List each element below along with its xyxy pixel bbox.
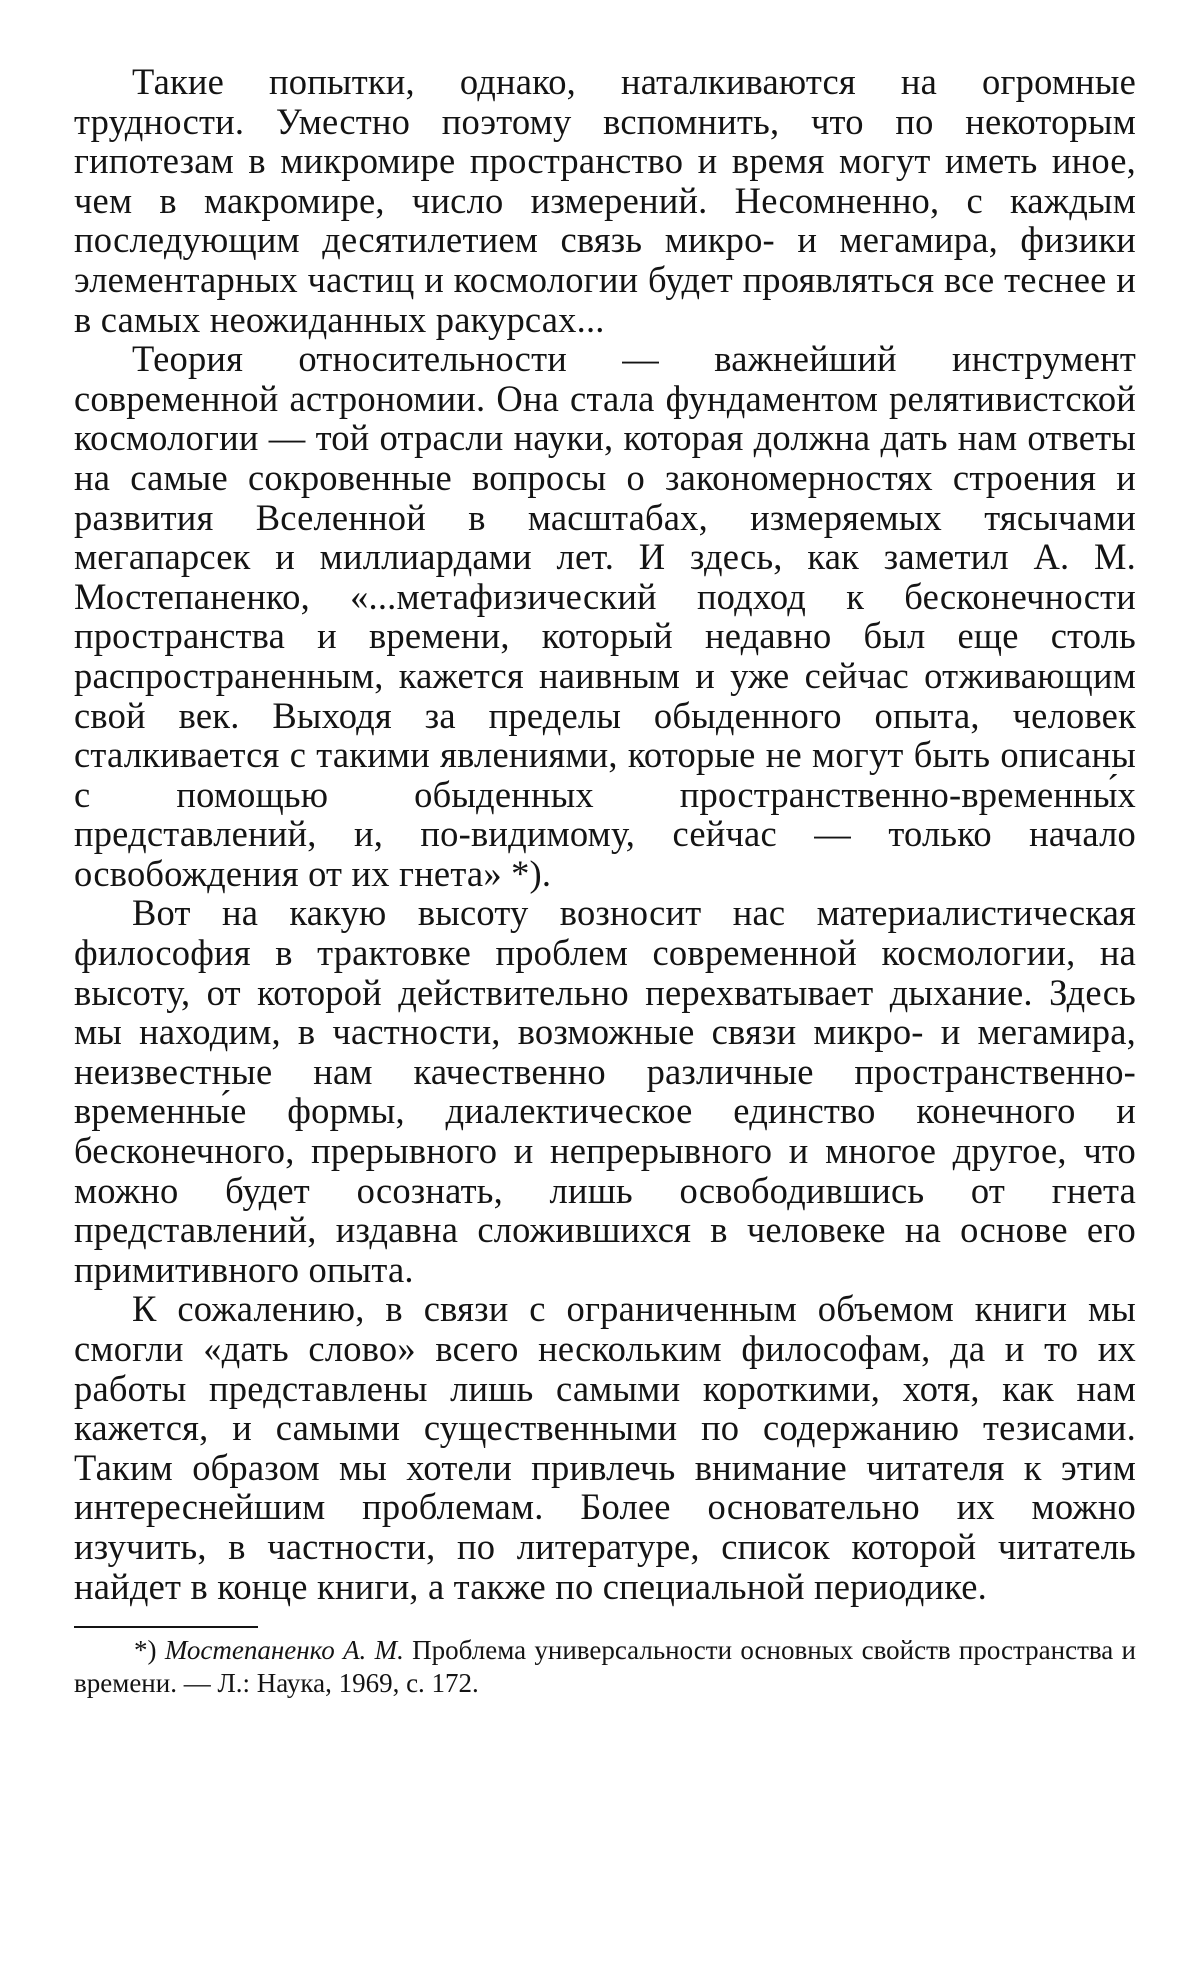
footnote-marker: *) — [134, 1635, 157, 1666]
footnote-text: Проблема универсальности основных свойств пространства и времени. — Л.: Наука, 1969, с. 172. — [74, 1635, 1137, 1699]
book-page — [74, 62, 1136, 1700]
paragraph-3: Вот на какую высоту возносит нас материалистическая философия в трактовке проблем современной космологии, на высоту, от которой действительно перехватывает дыхание. Здесь мы находим, в частности, возможные связи микро- и мегамира, неизвестные нам качественно различные пространственно-временны́е формы, диалектическое единство конечного и бесконечного, прерывного и непрерывного и многое другое, что можно будет осознать, лишь освободившись от гнета представлений, издавна сложившихся в человеке на основе его примитивного опыта. — [74, 892, 1136, 1290]
paragraph-4: К сожалению, в связи с ограниченным объемом книги мы смогли «дать слово» всего нескольким философам, да и то их работы представлены лишь самыми короткими, хотя, как нам кажется, и самыми существенными по содержанию тезисами. Таким образом мы хотели привлечь внимание читателя к этим интереснейшим проблемам. Более основательно их можно изучить, в частности, по литературе, список которой читатель найдет в конце книги, а также по специальной периодике. — [74, 1288, 1136, 1607]
footnote-divider — [74, 1626, 258, 1628]
footnote — [74, 1634, 1136, 1700]
paragraph-1: Такие попытки, однако, наталкиваются на огромные трудности. Уместно поэтому вспомнить, что по некоторым гипотезам в микромире пространство и время могут иметь иное, чем в макромире, число измерений. Несомненно, с каждым последующим десятилетием связь микро- и мегамира, физики элементарных частиц и космологии будет проявляться все теснее и в самых неожиданных ракурсах... — [74, 61, 1136, 340]
footnote-author: Мостепаненко А. М. — [164, 1635, 404, 1666]
paragraph-2: Теория относительности — важнейший инструмент современной астрономии. Она стала фундаментом релятивистской космологии — той отрасли науки, которая должна дать нам ответы на самые сокровенные вопросы о закономерностях строения и развития Вселенной в масштабах, измеряемых тясычами мегапарсек и миллиардами лет. И здесь, как заметил А. М. Мостепаненко, «...метафизический подход к бесконечности пространства и времени, который недавно был еще столь распространенным, кажется наивным и уже сейчас отживающим свой век. Выходя за пределы обыденного опыта, человек сталкивается с такими явлениями, которые не могут быть описаны с помощью обыденных пространственно-временны́х представлений, и, по-видимому, сейчас — только начало освобождения от их гнета» *). — [74, 338, 1136, 894]
